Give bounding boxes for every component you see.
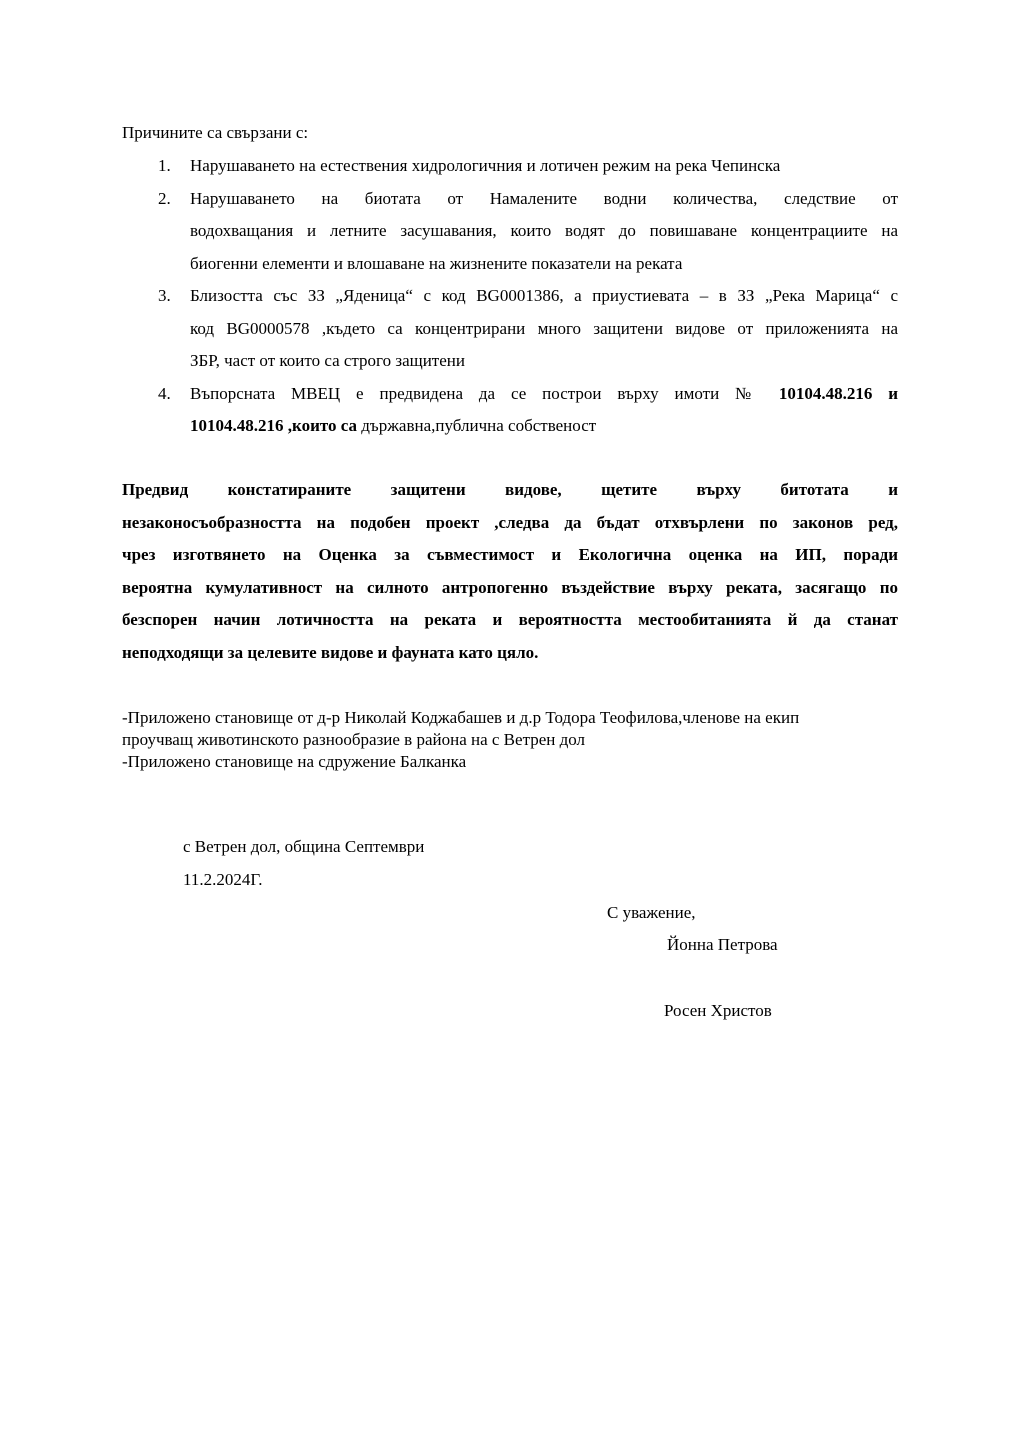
conclusion-line: Предвид констатираните защитени видове, щетите върху битотата и xyxy=(122,480,898,499)
list-item-line: Близостта със ЗЗ „Яденица“ с код BG0001386, а приустиевата – в ЗЗ „Река Марица“ с xyxy=(190,286,898,305)
list-item xyxy=(122,280,898,378)
list-item-line: Нарушаването на биотата от Намалените водни количества, следствие от xyxy=(190,188,898,208)
list-item-line: биогенни елементи и влошаване на жизнените показатели на реката xyxy=(190,253,683,273)
list-item-text: държавна,публична собственост xyxy=(357,416,597,435)
attachment-line: -Приложено становище на сдружение Балканка xyxy=(122,752,467,771)
list-number: 2. xyxy=(158,188,171,208)
signatory-name: Росен Христов xyxy=(664,1001,772,1020)
attachment-line: проучващ животинското разнообразие в района на с Ветрен дол xyxy=(122,730,586,749)
date: 11.2.2024Г. xyxy=(183,870,263,889)
list-number: 3. xyxy=(158,286,171,305)
property-numbers: 10104.48.216 и xyxy=(778,383,898,403)
property-numbers: 10104.48.216 ,които са xyxy=(190,416,357,435)
list-item xyxy=(122,150,898,183)
conclusion-line: чрез изготвянето на Оценка за съвместимост и Екологична оценка на ИП, поради xyxy=(122,545,898,564)
list-item xyxy=(122,378,898,443)
reasons-list xyxy=(122,150,898,443)
conclusion-paragraph xyxy=(122,474,898,669)
conclusion-line: незаконосъобразността на подобен проект ,следва да бъдат отхвърлени по законов ред, xyxy=(122,512,898,532)
list-item xyxy=(122,183,898,281)
conclusion-line: вероятна кумулативност на силното антропогенно въздействие върху реката, засягащо по xyxy=(122,577,898,597)
list-item-text: Въпорсната МВЕЦ е предвидена да се построи върху имоти № xyxy=(190,383,779,403)
intro-text: Причините са свързани с: xyxy=(122,123,309,142)
signatory-name: Йонна Петрова xyxy=(667,935,778,954)
conclusion-line: неподходящи за целевите видове и фауната като цяло. xyxy=(122,642,539,662)
closing: С уважение, xyxy=(607,903,696,922)
place: с Ветрен дол, община Септември xyxy=(183,837,425,856)
list-item-line xyxy=(190,378,898,411)
list-item-line: Нарушаването на естествения хидрологичния и лотичен режим на река Чепинска xyxy=(190,156,781,175)
list-item-line: водохващания и летните засушавания, които водят до повишаване концентрациите на xyxy=(190,221,898,240)
list-item-line xyxy=(190,410,898,443)
list-item-line: ЗБР, част от които са строго защитени xyxy=(190,351,465,370)
attachment-line: -Приложено становище от д-р Николай Коджабашев и д.р Тодора Теофилова,членове на екип xyxy=(122,708,800,727)
list-number: 4. xyxy=(158,383,171,403)
list-number: 1. xyxy=(158,156,171,175)
conclusion-line: безспорен начин лотичността на реката и вероятността местообитанията й да станат xyxy=(122,610,898,629)
list-item-line: код BG0000578 ,където са концентрирани много защитени видове от приложенията на xyxy=(190,318,898,338)
